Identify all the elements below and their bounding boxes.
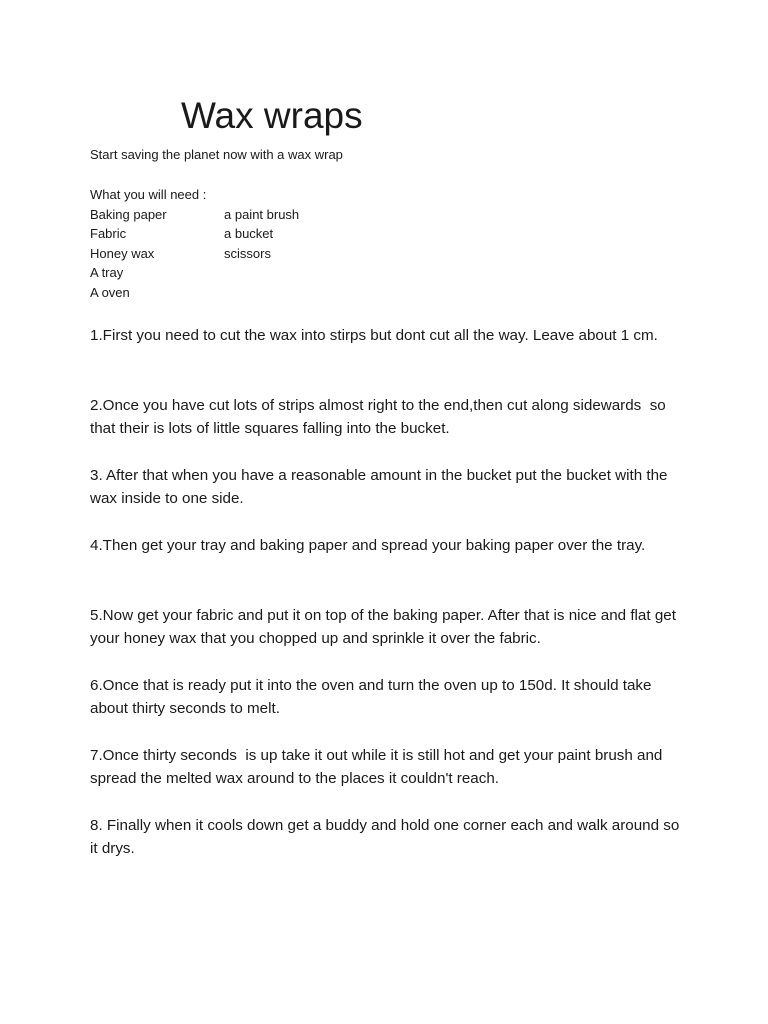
instruction-step: 7.Once thirty seconds is up take it out while it is still hot and get your paint brush and spread the melted wax around to the places it couldn't reach. xyxy=(90,747,667,787)
material-item: A oven xyxy=(90,284,130,300)
materials-row xyxy=(90,263,410,283)
instruction-step: 2.Once you have cut lots of strips almost right to the end,then cut along sidewards so that their is lots of little squares falling into the bucket. xyxy=(90,397,670,437)
instruction-steps xyxy=(90,325,690,885)
instruction-step: 6.Once that is ready put it into the oven and turn the oven up to 150d. It should take about thirty seconds to melt. xyxy=(90,677,656,717)
material-item: a bucket xyxy=(224,226,274,241)
materials-row xyxy=(90,283,410,303)
instruction-step: 5.Now get your fabric and put it on top of the baking paper. After that is nice and flat get your honey wax that you chopped up and sprinkle it over the fabric. xyxy=(90,607,681,647)
material-item: Honey wax xyxy=(90,245,155,261)
material-item: Fabric xyxy=(90,226,127,241)
materials-row xyxy=(90,205,410,225)
materials-row xyxy=(90,224,410,244)
material-item: A tray xyxy=(90,265,124,280)
materials-row xyxy=(90,244,410,264)
instruction-step: 4.Then get your tray and baking paper and spread your baking paper over the tray. xyxy=(90,537,646,554)
material-item: a paint brush xyxy=(224,206,300,222)
instruction-step: 1.First you need to cut the wax into stirps but dont cut all the way. Leave about 1 cm. xyxy=(90,327,658,344)
material-item: scissors xyxy=(224,245,271,261)
materials-heading: What you will need : xyxy=(90,187,207,202)
material-item: Baking paper xyxy=(90,206,167,222)
document-title: Wax wraps xyxy=(181,95,363,136)
document-subtitle: Start saving the planet now with a wax wrap xyxy=(90,147,343,162)
materials-list xyxy=(90,185,410,302)
instruction-step: 8. Finally when it cools down get a buddy and hold one corner each and walk around so it drys. xyxy=(90,817,684,857)
instruction-step: 3. After that when you have a reasonable amount in the bucket put the bucket with the wax inside to one side. xyxy=(90,467,672,507)
